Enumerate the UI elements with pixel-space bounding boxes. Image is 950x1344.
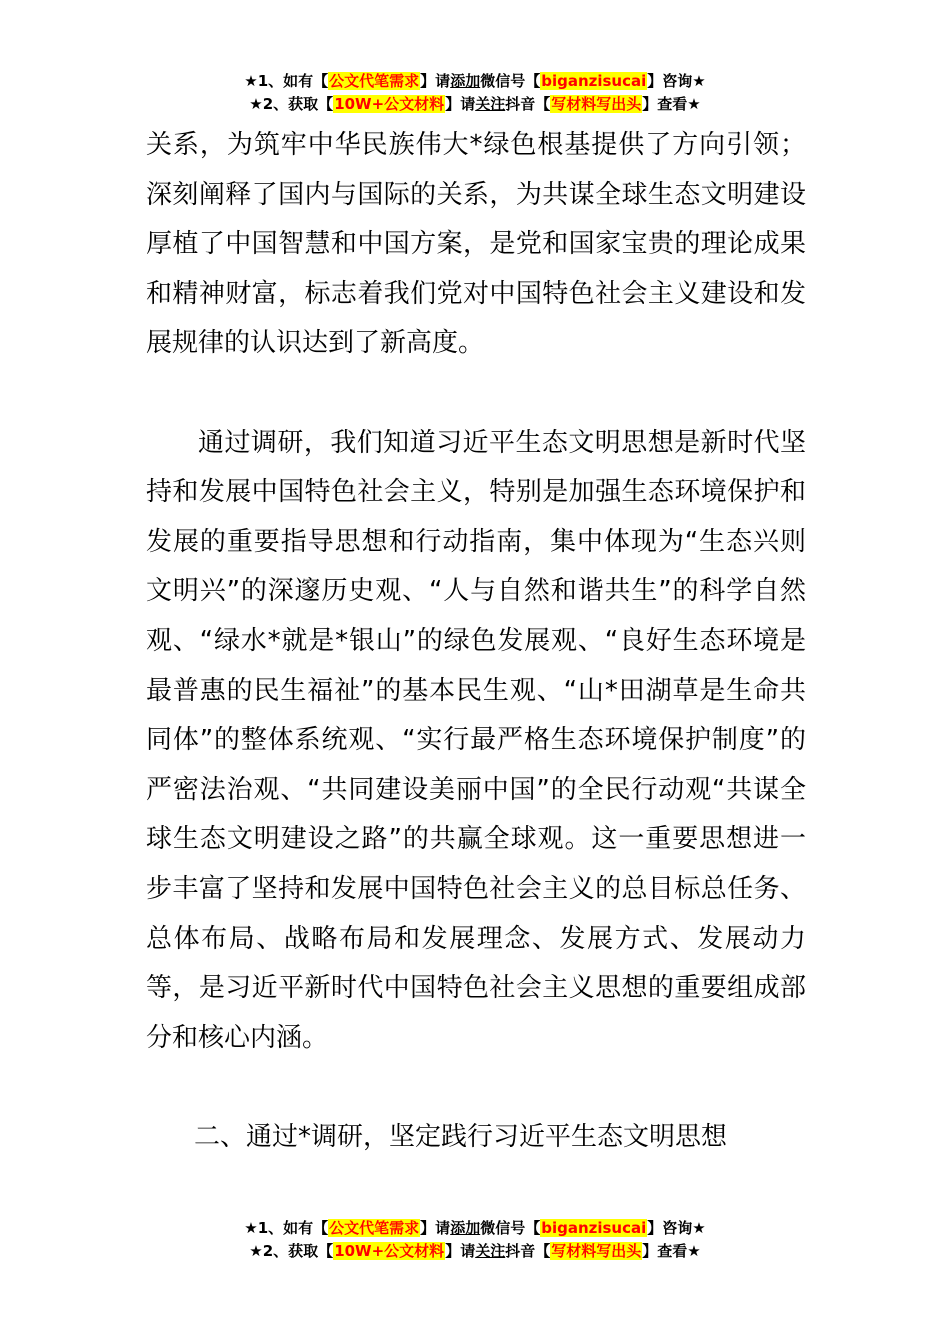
banner-text: 】请	[420, 72, 451, 90]
banner-text: 抖音【	[505, 95, 551, 113]
banner-text: 抖音【	[505, 1242, 551, 1260]
banner-text: 】请	[445, 95, 476, 113]
banner-line-2	[0, 93, 950, 116]
banner-text: 】咨询★	[647, 1219, 706, 1237]
banner-underline: 关注	[475, 95, 506, 113]
banner-highlight: biganzisucai	[541, 72, 647, 90]
banner-text: ★2、获取【	[249, 95, 334, 113]
banner-highlight: 写材料写出头	[551, 1242, 642, 1260]
banner-underline: 添加	[450, 1219, 481, 1237]
banner-highlight: biganzisucai	[541, 1219, 647, 1237]
banner-underline: 关注	[475, 1242, 506, 1260]
banner-text: ★2、获取【	[249, 1242, 334, 1260]
banner-highlight: 10W+公文材料	[334, 1242, 445, 1260]
banner-text: 】咨询★	[647, 72, 706, 90]
banner-text: 】请	[445, 1242, 476, 1260]
banner-text: 微信号【	[480, 1219, 541, 1237]
banner-text: 】请	[420, 1219, 451, 1237]
document-body	[146, 121, 806, 1162]
banner-highlight: 公文代笔需求	[329, 72, 420, 90]
banner-line-1	[0, 70, 950, 93]
banner-highlight: 写材料写出头	[551, 95, 642, 113]
footer-banner	[0, 1217, 950, 1263]
banner-highlight: 公文代笔需求	[329, 1219, 420, 1237]
paragraph-2: 通过调研，我们知道习近平生态文明思想是新时代坚持和发展中国特色社会主义，特别是加强生态环境保护和发展的重要指导思想和行动指南，集中体现为“生态兴则文明兴”的深邃历史观、“人与自然和谐共生”的科学自然观、“绿水*就是*银山”的绿色发展观、“良好生态环境是最普惠的民生福祉”的基本民生观、“山*田湖草是生命共同体”的整体系统观、“实行最严格生态环境保护制度”的严密法治观、“共同建设美丽中国”的全民行动观“共谋全球生态文明建设之路”的共赢全球观。这一重要思想进一步丰富了坚持和发展中国特色社会主义的总目标总任务、总体布局、战略布局和发展理念、发展方式、发展动力等，是习近平新时代中国特色社会主义思想的重要组成部分和核心内涵。	[146, 427, 806, 1053]
header-banner	[0, 70, 950, 116]
banner-text: 】查看★	[642, 95, 701, 113]
section-heading: 二、通过*调研，坚定践行习近平生态文明思想	[194, 1121, 728, 1152]
banner-line-1	[0, 1217, 950, 1240]
banner-underline: 添加	[450, 72, 481, 90]
banner-highlight: 10W+公文材料	[334, 95, 445, 113]
banner-text: 】查看★	[642, 1242, 701, 1260]
banner-line-2	[0, 1240, 950, 1263]
banner-text: 微信号【	[480, 72, 541, 90]
banner-text: ★1、如有【	[244, 1219, 329, 1237]
banner-text: ★1、如有【	[244, 72, 329, 90]
paragraph-gap	[146, 369, 806, 419]
paragraph-1: 关系，为筑牢中华民族伟大*绿色根基提供了方向引领；深刻阐释了国内与国际的关系，为共谋全球生态文明建设厚植了中国智慧和中国方案，是党和国家宝贵的理论成果和精神财富，标志着我们党对中国特色社会主义建设和发展规律的认识达到了新高度。	[146, 130, 806, 359]
paragraph-gap	[146, 1063, 806, 1113]
